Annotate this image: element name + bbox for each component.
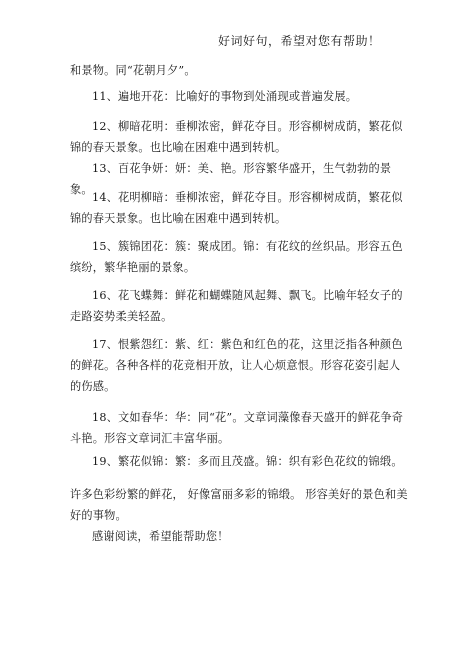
- paragraph-explanation: 许多色彩纷繁的鲜花， 好像富丽多彩的锦缎。 形容美好的景色和美好的事物。: [70, 488, 408, 522]
- paragraph-item-13: 13、百花争妍：妍：美、艳。形容繁华盛开，生气勃勃的景象。: [70, 162, 392, 196]
- paragraph-continuation: 和景物。同“花朝月夕”。: [70, 64, 196, 77]
- closing-note: 感谢阅读，希望能帮助您！: [92, 530, 229, 543]
- paragraph-item-12: 12、柳暗花明：垂柳浓密，鲜花夺目。形容柳树成荫，繁花似锦的春天景象。也比喻在困难中遇到转机。: [70, 120, 403, 154]
- paragraph-item-14: 14、花明柳暗：垂柳浓密，鲜花夺目。形容柳树成荫，繁花似锦的春天景象。也比喻在困难中遇到转机。: [70, 191, 403, 225]
- paragraph-item-18: 18、文如春华：华：同“花”。文章词藻像春天盛开的鲜花争奇斗艳。形容文章词汇丰富华丽。: [70, 411, 404, 445]
- page-header: 好词好句，希望对您有帮助！: [218, 34, 381, 48]
- paragraph-item-17: 17、恨紫怨红：紫、红：紫色和红色的花，这里泛指各种颜色的鲜花。各种各样的花竞相开放，让人心烦意恨。形容花姿引起人的伤感。: [70, 338, 403, 393]
- paragraph-item-11: 11、遍地开花：比喻好的事物到处涌现或普遍发展。: [92, 90, 358, 103]
- paragraph-item-15: 15、簇锦团花：簇：聚成团。锦：有花纹的丝织品。形容五色缤纷，繁华艳丽的景象。: [70, 240, 403, 274]
- paragraph-item-16: 16、花飞蝶舞：鲜花和蝴蝶随风起舞、飘飞。比喻年轻女子的走路姿势柔美轻盈。: [70, 289, 403, 323]
- paragraph-item-19: 19、繁花似锦：繁：多而且茂盛。锦：织有彩色花纹的锦缎。: [92, 455, 403, 468]
